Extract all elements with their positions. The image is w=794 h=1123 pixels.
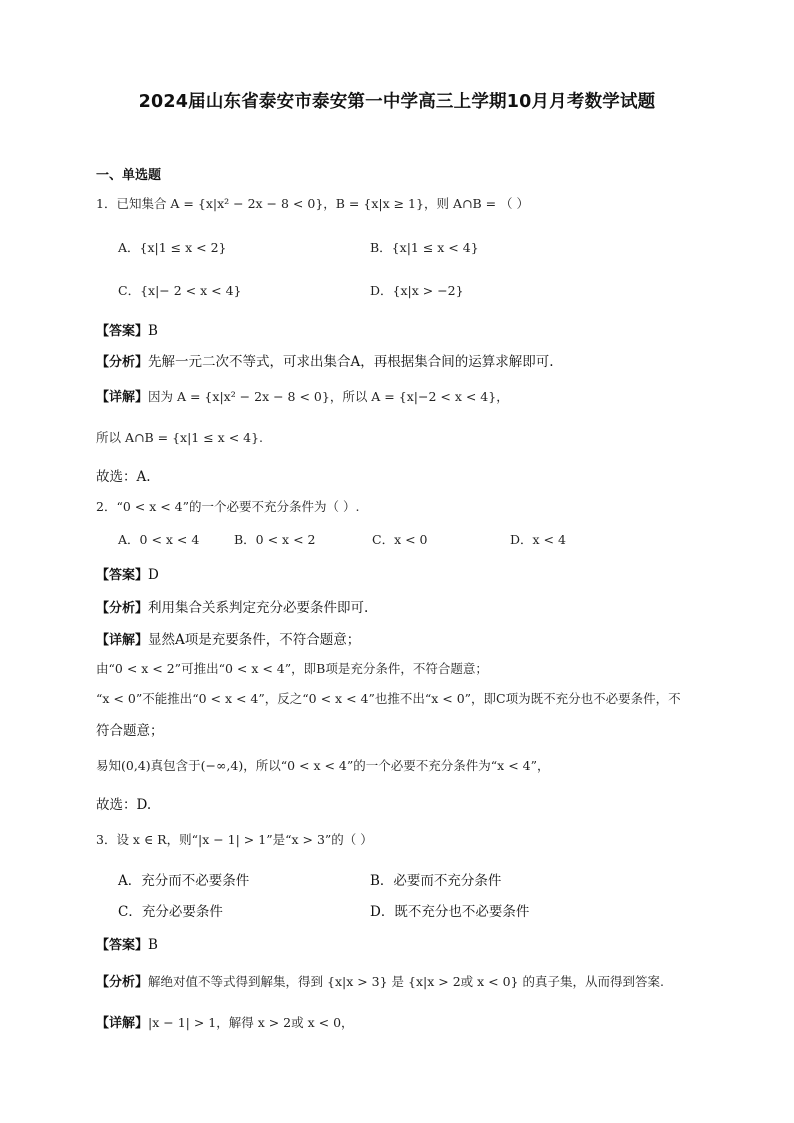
q3-detail-line [96,1012,354,1031]
q1-answer-line [96,320,158,339]
q1-option-b: B．{x|1 ≤ x < 4} [370,240,479,255]
detail-tag: 【详解】 [96,633,149,648]
answer-value: B [148,323,158,339]
answer-value: D [148,567,159,583]
analysis-tag: 【分析】 [96,601,149,616]
detail-text: |x − 1| > 1，解得 x > 2或 x < 0， [148,1015,354,1030]
q2-answer-line [96,564,159,583]
question-2-stem: 2．“0 < x < 4”的一个必要不充分条件为（ ）. [96,499,360,514]
analysis-tag: 【分析】 [96,975,149,990]
q1-analysis-line [96,350,554,370]
analysis-tag: 【分析】 [96,355,149,370]
q2-option-b: B．0 < x < 2 [234,532,316,547]
q1-option-d: D．{x|x > −2} [370,283,464,298]
detail-tag: 【详解】 [96,1016,149,1031]
q2-detail-line [96,628,360,648]
q2-detail-line-4: 符合题意； [96,723,164,739]
q3-analysis-line [96,971,664,990]
q1-detail-line-2: 所以 A∩B = {x|1 ≤ x < 4}. [96,430,264,445]
q3-option-d: D．既不充分也不必要条件 [370,904,530,920]
answer-value: B [148,937,158,953]
section-heading: 一、单选题 [96,168,162,183]
q2-option-c: C．x < 0 [372,532,428,547]
q2-detail-line-2: 由“0 < x < 2”可推出“0 < x < 4”，即B项是充分条件，不符合题意； [96,661,488,676]
analysis-text: 先解一元二次不等式，可求出集合A，再根据集合间的运算求解即可. [148,354,554,370]
analysis-text: 解绝对值不等式得到解集，得到 {x|x > 3} 是 {x|x > 2或 x < 0} 的真子集，从而得到答案. [148,974,664,989]
answer-tag: 【答案】 [96,938,149,953]
q3-option-a: A．充分而不必要条件 [118,873,250,889]
q1-option-c: C．{x|− 2 < x < 4} [118,283,242,298]
analysis-text: 利用集合关系判定充分必要条件即可. [148,600,369,616]
q2-detail-line-3: “x < 0”不能推出“0 < x < 4”，反之“0 < x < 4”也推不出“x < 0”，即C项为既不充分也不必要条件，不 [96,691,681,706]
q3-option-c: C．充分必要条件 [118,904,223,920]
q2-analysis-line [96,596,368,616]
q1-option-a: A．{x|1 ≤ x < 2} [118,240,227,255]
q1-detail-line [96,386,509,405]
question-1-stem: 1．已知集合 A = {x|x² − 2x − 8 < 0}，B = {x|x ≥ 1}，则 A∩B = （ ） [96,196,530,211]
q2-option-a: A．0 < x < 4 [118,532,200,547]
question-3-stem: 3．设 x ∈ R，则“|x − 1| > 1”是“x > 3”的（ ） [96,832,373,847]
q2-detail-line-5: 易知(0,4)真包含于(−∞,4)，所以“0 < x < 4”的一个必要不充分条件为“x < 4”， [96,758,550,773]
page-title: 2024届山东省泰安市泰安第一中学高三上学期10月月考数学试题 [138,92,656,112]
detail-text: 因为 A = {x|x² − 2x − 8 < 0}，所以 A = {x|−2 < x < 4}， [148,389,509,404]
q3-answer-line [96,934,158,953]
q1-choose-line: 故选：A. [96,469,151,485]
q3-option-b: B．必要而不充分条件 [370,873,502,889]
answer-tag: 【答案】 [96,568,149,583]
q2-choose-line: 故选：D. [96,797,152,813]
detail-tag: 【详解】 [96,390,149,405]
q2-option-d: D．x < 4 [510,532,566,547]
detail-text: 显然A项是充要条件，不符合题意； [148,632,361,648]
answer-tag: 【答案】 [96,324,149,339]
